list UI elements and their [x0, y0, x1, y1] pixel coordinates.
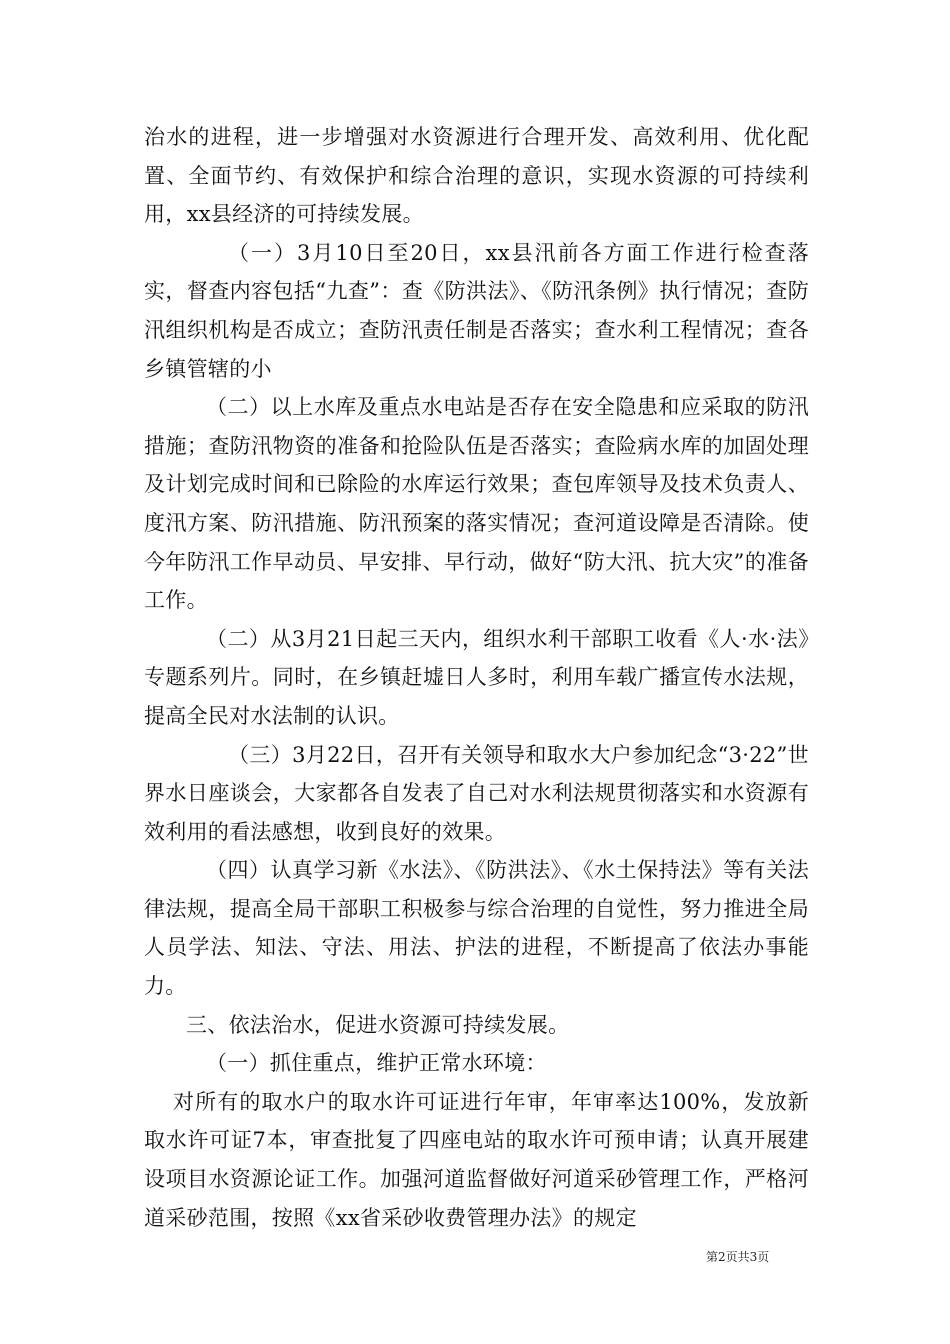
section-heading-3: 三、依法治水，促进水资源可持续发展。 [186, 1012, 570, 1037]
paragraph-continuation: 治水的进程，进一步增强对水资源进行合理开发、高效利用、优化配置、全面节约、有效保护和综合治理的意识，实现水资源的可持续利用，xx县经济的可持续发展。 [144, 125, 809, 227]
page-number: 第2页共3页 [706, 1250, 770, 1264]
document-body [144, 118, 809, 1237]
paragraph-item-4: （四）认真学习新《水法》、《防洪法》、《水土保持法》等有关法律法规，提高全局干部职工积极参与综合治理的自觉性，努力推进全局人员学法、知法、守法、用法、护法的进程，不断提高了依法办事能力。 [144, 858, 809, 999]
paragraph-item-1: （一）3月10日至20日，xx县汛前各方面工作进行检查落实，督查内容包括“九查”：查《防洪法》、《防汛条例》执行情况；查防汛组织机构是否成立；查防汛责任制是否落实；查水利工程情况；查各乡镇管辖的小 [144, 240, 809, 381]
subsection-heading-1: （一）抓住重点，维护正常水环境： [206, 1051, 547, 1076]
paragraph-item-3: （三）3月22日，召开有关领导和取水大户参加纪念“3·22”世界水日座谈会，大家都各自发表了自己对水利法规贯彻落实和水资源有效利用的看法感想，收到良好的效果。 [144, 742, 809, 844]
paragraph-water-permit: 对所有的取水户的取水许可证进行年审，年审率达100%，发放新取水许可证7本，审查批复了四座电站的取水许可预申请；认真开展建设项目水资源论证工作。加强河道监督做好河道采砂管理工作，严格河道采砂范围，按照《xx省采砂收费管理办法》的规定 [144, 1089, 809, 1230]
paragraph-item-2b: （二）从3月21日起三天内，组织水利干部职工收看《人·水·法》专题系列片。同时，在乡镇赶墟日人多时，利用车载广播宣传水法规，提高全民对水法制的认识。 [144, 626, 809, 728]
paragraph-item-2: （二）以上水库及重点水电站是否存在安全隐患和应采取的防汛措施；查防汛物资的准备和抢险队伍是否落实；查险病水库的加固处理及计划完成时间和已除险的水库运行效果；查包库领导及技术负责人、度汛方案、防汛措施、防汛预案的落实情况；查河道设障是否清除。使今年防汛工作早动员、早安排、早行动，做好“防大汛、抗大灾”的准备工作。 [144, 395, 809, 613]
